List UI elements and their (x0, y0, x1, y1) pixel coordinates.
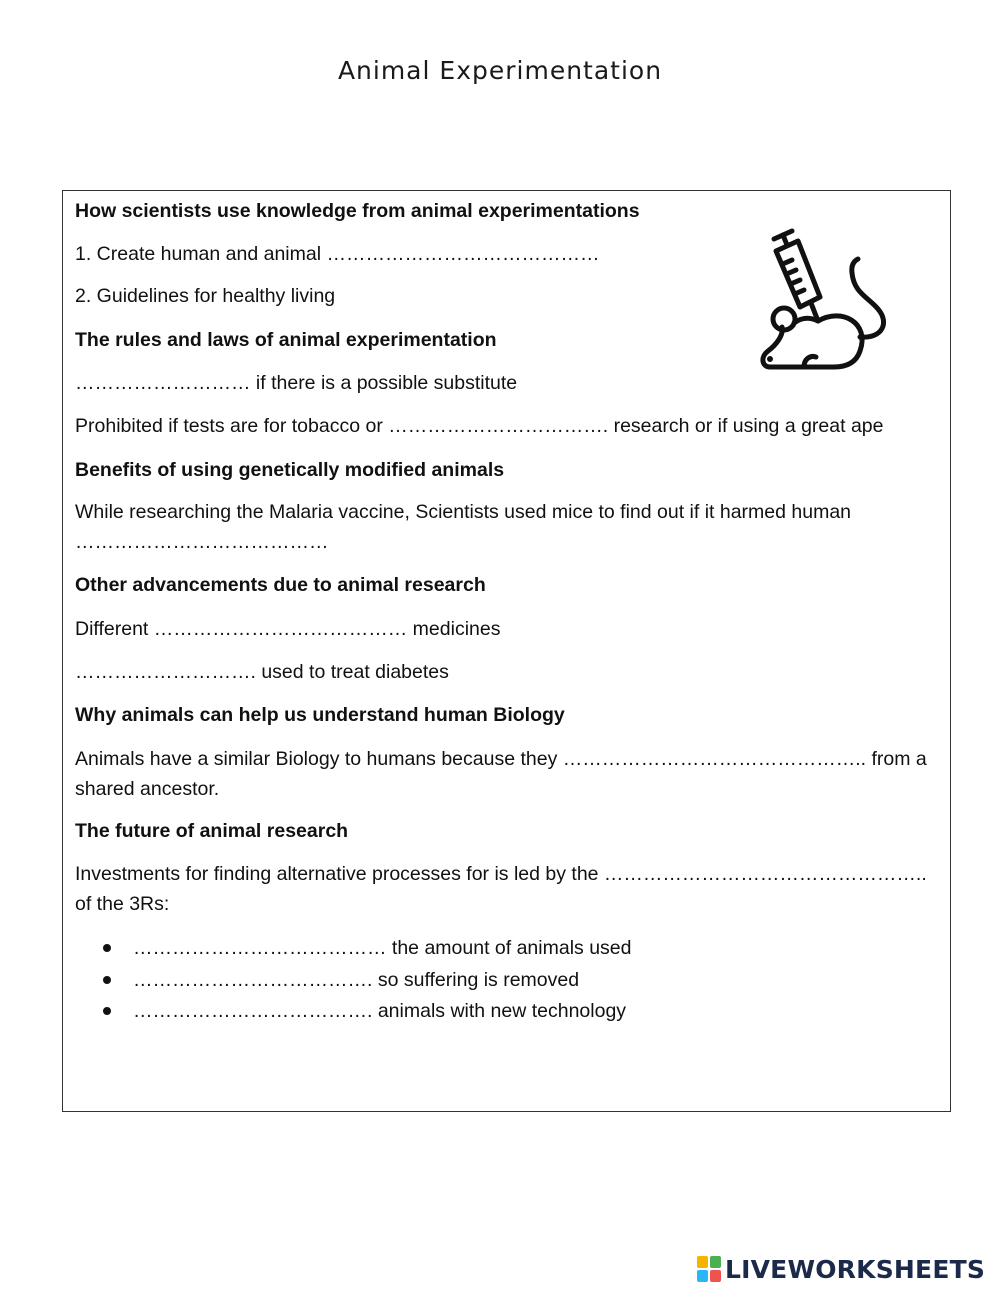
page-title: Animal Experimentation (337, 56, 663, 85)
section-heading: Benefits of using genetically modified animals (75, 459, 505, 481)
text-line: Animals have a similar Biology to humans because they ……………………………………….. from a shared ancestor. (75, 748, 927, 800)
worksheet-box (62, 190, 951, 1112)
list-item (103, 996, 631, 1028)
section-heading: The future of animal research (75, 820, 349, 842)
bullet-icon (103, 976, 111, 984)
list-item-text: ………………………………… the amount of animals used (133, 937, 632, 959)
text-line: Investments for finding alternative processes for is led by the ………………………………………….. of the 3Rs: (75, 863, 927, 915)
section-heading: The rules and laws of animal experimentation (75, 329, 497, 351)
list-item (103, 933, 631, 965)
section-heading: Other advancements due to animal research (75, 574, 486, 596)
logo-mark-icon (697, 1256, 721, 1282)
liveworksheets-logo[interactable] (697, 1252, 985, 1286)
logo-text: LIVEWORKSHEETS (725, 1254, 986, 1284)
section-heading: How scientists use knowledge from animal experimentations (75, 200, 640, 222)
text-line: 2. Guidelines for healthy living (75, 285, 336, 307)
text-line: ………………………. used to treat diabetes (75, 661, 449, 683)
bullet-icon (103, 944, 111, 952)
text-line: ……………………… if there is a possible substitute (75, 372, 518, 394)
text-line: 1. Create human and animal …………………………………… (75, 243, 600, 265)
section-heading: Why animals can help us understand human Biology (75, 704, 565, 726)
list-item-text: ………………………………. animals with new technology (133, 1000, 627, 1022)
list-item-text: ………………………………. so suffering is removed (133, 968, 580, 991)
text-line: While researching the Malaria vaccine, Scientists used mice to find out if it harmed human ………………………………… (75, 501, 852, 553)
text-line: Different ………………………………… medicines (75, 618, 501, 640)
syringe-mouse-icon (758, 227, 893, 377)
list-item (103, 965, 631, 997)
text-line: Prohibited if tests are for tobacco or ……………………………. research or if using a great ape (75, 415, 884, 437)
bullet-list (103, 933, 631, 1028)
bullet-icon (103, 1007, 111, 1015)
